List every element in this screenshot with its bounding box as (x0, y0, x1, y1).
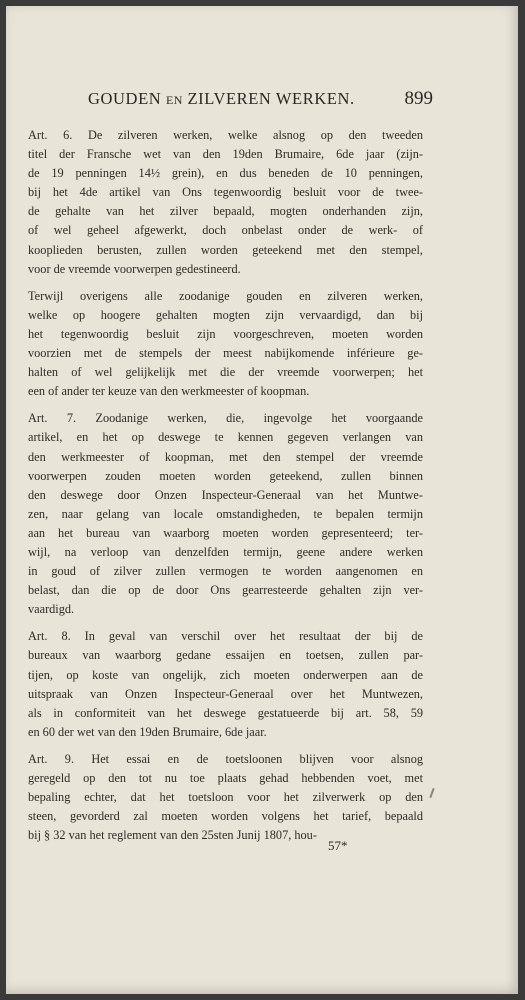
text-line: bij § 32 van het reglement van den 25sten Junij 1807, hou- (28, 828, 317, 843)
paragraph-gap (28, 401, 423, 409)
text-line: Art. 6. De zilveren werken, welke alsnog op den tweeden (28, 128, 423, 142)
text-line: Art. 8. In geval van verschil over het resultaat der bij de (28, 629, 423, 644)
paragraph (28, 287, 423, 402)
text-line: belast, dan die op de door Ons gearresteerde gehalten zijn ver- (28, 583, 423, 598)
book-page (6, 6, 518, 994)
margin-mark (429, 788, 434, 798)
paragraph (28, 409, 423, 619)
title-part-2: ZILVEREN WERKEN. (182, 89, 355, 108)
text-line: Terwijl overigens alle zoodanige gouden en zilveren werken, (28, 288, 423, 303)
paragraph (28, 627, 423, 742)
text-line: een of ander ter keuze van den werkmeester of koopman. (28, 384, 310, 399)
text-line: artikel, en het op deswege te kennen gegeven verlangen van (28, 430, 423, 445)
text-line: het tegenwoordig besluit zijn voorgeschreven, moeten worden (28, 326, 423, 341)
text-line: als in conformiteit van het deswege gestatueerde bij art. 58, 59 (28, 705, 423, 720)
signature-mark: 57* (328, 838, 348, 853)
text-line: halten of wel gelijkelijk met die der vreemde voorwerpen; het (28, 365, 423, 380)
text-line: aan het bureau van waarborg moeten worden gepresenteerd; ter- (28, 525, 423, 540)
text-line: welke op hoogere gehalten mogten zijn vervaardigd, dan bij (28, 307, 423, 322)
running-header (88, 88, 433, 110)
text-line: Art. 9. Het essai en de toetsloonen blijven voor alsnog (28, 751, 423, 766)
text-line: voorwerpen zouden moeten worden geteekend, zullen binnen (28, 468, 423, 483)
text-line: kooplieden berusten, zullen worden geteekend met den stempel, (28, 242, 423, 257)
title-part-1: GOUDEN (88, 89, 166, 108)
text-line: titel der Fransche wet van den 19den Brumaire, 6de jaar (zijn- (28, 147, 423, 162)
text-line: bureaux van waarborg gedane essaijen en toetsen, zullen par- (28, 648, 423, 663)
paragraph (28, 750, 423, 845)
paragraph-gap (28, 742, 423, 750)
text-line: den werkmeester of koopman, met den stempel der vreemde (28, 449, 423, 464)
paragraph-gap (28, 619, 423, 627)
paragraph-gap (28, 279, 423, 287)
text-line: in goud of zilver zullen vermogen te worden aangenomen en (28, 564, 423, 579)
title-connector: EN (165, 93, 183, 107)
text-line: bepaling echter, dat het toetsloon voor het zilverwerk op den (28, 790, 423, 805)
text-line: de gehalte van het zilver bepaald, mogten onderhanden zijn, (28, 204, 423, 219)
text-line: steen, gevorderd zal moeten worden volgens het tarief, bepaald (28, 809, 423, 824)
text-line: of wel geheel afgewerkt, doch onbelast onder de werk- of (28, 223, 423, 238)
text-line: vaardigd. (28, 602, 75, 617)
text-line: wijl, na verloop van denzelfden termijn, geene andere werken (28, 544, 423, 559)
text-line: bij het 4de artikel van Ons tegenwoordig besluit voor de twee- (28, 185, 423, 200)
text-line: uitspraak van Onzen Inspecteur-Generaal over het Muntwezen, (28, 686, 423, 701)
text-line: den deswege door Onzen Inspecteur-Generaal van het Muntwe- (28, 487, 423, 502)
body-text (28, 126, 423, 845)
text-line: Art. 7. Zoodanige werken, die, ingevolge het voorgaande (28, 411, 423, 426)
text-line: geregeld op den tot nu toe plaats gehad hebbenden voet, met (28, 771, 423, 785)
page-number: 899 (404, 88, 433, 109)
paragraph (28, 126, 423, 279)
running-title (88, 89, 355, 109)
text-line: voor de vreemde voorwerpen gedestineerd. (28, 261, 241, 276)
text-line: tijen, op koste van ongelijk, zich moeten onderwerpen aan de (28, 667, 423, 682)
text-line: en 60 der wet van den 19den Brumaire, 6de jaar. (28, 724, 267, 739)
text-line: voorzien met de stempels der meest nabijkomende inférieure ge- (28, 346, 423, 361)
text-line: zen, naar gelang van locale omstandigheden, te bepalen termijn (28, 506, 423, 521)
text-line: de 19 penningen 14½ grein), en dus beneden de 10 penningen, (28, 166, 423, 181)
